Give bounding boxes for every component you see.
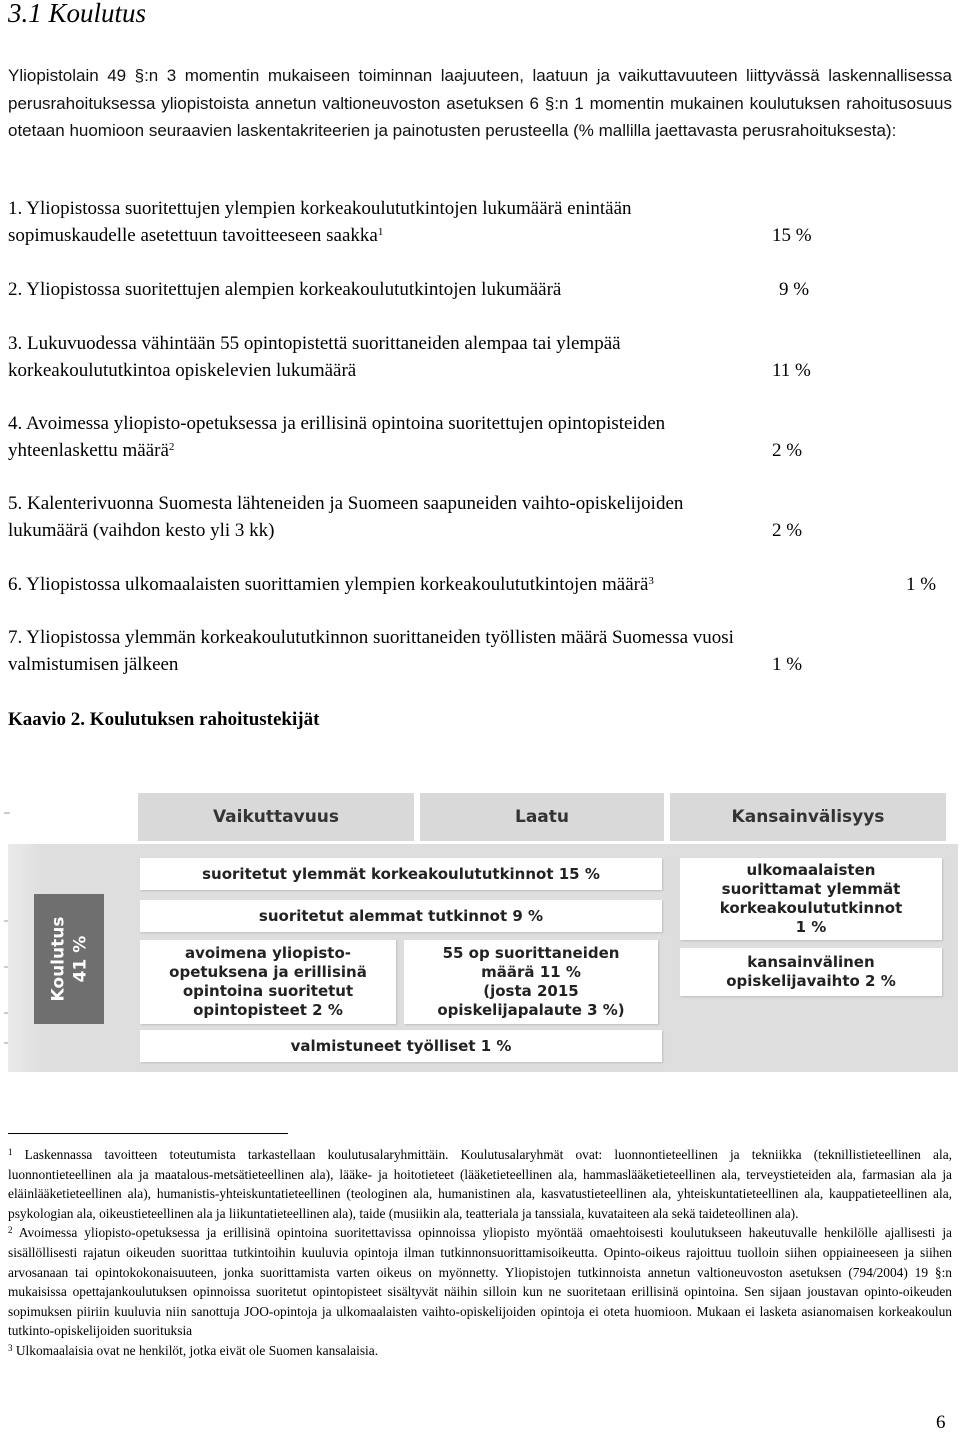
box-avoin-opetus: avoimena yliopisto- opetuksena ja erillisinä opintoina suoritetut opintopisteet 2 % xyxy=(140,940,396,1024)
criterion-2-weight: 9 % xyxy=(779,279,810,300)
figure-caption: Kaavio 2. Koulutuksen rahoitustekijät xyxy=(8,709,320,730)
section-heading: 3.1 Koulutus xyxy=(8,0,147,28)
koulutus-label-box xyxy=(34,894,104,1024)
criterion-4-line2: yhteenlaskettu määrä xyxy=(8,440,169,461)
criterion-6-weight: 1 % xyxy=(906,574,937,595)
criterion-1 xyxy=(8,195,812,249)
funding-factors-diagram xyxy=(0,780,960,1080)
box-valmistuneet-tyolliset: valmistuneet työlliset 1 % xyxy=(140,1030,662,1062)
box-ulkomaalaisten-tutkinnot: ulkomaalaisten suorittamat ylemmät korkeakoulututkinnot 1 % xyxy=(680,858,942,940)
criterion-2 xyxy=(8,276,810,303)
criterion-6 xyxy=(8,571,937,598)
criterion-1-line2: sopimuskaudelle asetettuun tavoitteeseen saakka xyxy=(8,225,378,246)
box-opiskelijavaihto: kansainvälinen opiskelijavaihto 2 % xyxy=(680,948,942,996)
header-kansainvalisyys: Kansainvälisyys xyxy=(670,793,946,841)
header-vaikuttavuus: Vaikuttavuus xyxy=(138,793,414,841)
criterion-4-weight: 2 % xyxy=(772,440,803,461)
footnote-ref-1[interactable]: 1 xyxy=(377,226,384,238)
criterion-7-line1: 7. Yliopistossa ylemmän korkeakoulututkinnon suorittaneiden työllisten määrä Suomessa vuosi xyxy=(8,627,734,648)
criterion-5-line2: lukumäärä (vaihdon kesto yli 3 kk) xyxy=(8,520,275,541)
footnote-ref-2[interactable]: 2 xyxy=(168,441,175,453)
footnote-2: $^2$ Avoimessa yliopisto-opetuksessa ja erillisinä opintoina suoritettavissa opinnoissa yliopisto myöntää omaehtoisesti koulutukseen hakeutuvalle henkilölle ajallisesti ja sisällöllisesti rajatun oikeuden suorittaa tutkintoihin kuuluvia opintoja ilman tutkinnonsuorittamisoikeutta. Opinto-oikeus rajoittuu tuolloin siihen oppiaineeseen ja siihen arvosanaan tai opintokokonaisuuteen, jonka suorittamista varten oikeus on myönnetty. Yliopistojen tutkinnoista annetun valtioneuvoston asetuksen (794/2004) 19 §:n mukaisissa opettajankoulutuksen opinnoissa suoritetut opintopisteet sisältyvät näihin silloin kun ne suoritetaan erillisinä opintoina. Sen sijaan joustavan opinto-oikeuden sopimuksen piiriin kuuluvia niin sanottuja JOO-opintoja ja ulkomaalaisten vaihto-opiskelijoiden opintoja ei oteta huomioon. Mukaan ei lasketa asianomaisen korkeakoulun tutkinto-opiskelijoiden suorituksia xyxy=(8,1225,952,1339)
intro-paragraph: Yliopistolain 49 §:n 3 momentin mukaiseen toiminnan laajuuteen, laatuun ja vaikuttavuuteen liittyvässä laskennallisessa perusrahoituksessa yliopistoista annetun valtioneuvoston asetuksen 6 §:n 1 momentin mukainen koulutuksen rahoitusosuus otetaan huomioon seuraavien laskentakriteerien ja painotusten perusteella (% mallilla jaettavasta perusrahoituksesta): xyxy=(8,66,952,140)
footnote-1: $^1$ Laskennassa tavoitteen toteutumista tarkastellaan koulutusalaryhmittäin. Koulutusalaryhmät ovat: luonnontieteellinen ja tekniikka (teknillistieteellinen ala, luonnontieteellinen ala ja maatalous-metsätieteellinen ala), lääke- ja hoitotieteet (lääketieteellinen ala, hammaslääketieteellinen ala, terveystieteiden ala, farmasian ala ja eläinlääketieteellinen ala), humanistis-yhteiskuntatieteellinen (teologinen ala, humanistinen ala, kasvatustieteellinen ala, yhteiskuntatieteellinen ala, kauppatieteellinen ala, psykologian ala, oikeustieteellinen ala ja liikuntatieteellinen ala), taide (musiikin ala, teatteriala ja tanssiala, kuvataiteen ala sekä taideteollinen ala). xyxy=(8,1147,952,1221)
criterion-6-line1: 6. Yliopistossa ulkomaalaisten suorittamien ylempien korkeakoulututkintojen määrä xyxy=(8,574,649,595)
criterion-1-weight: 15 % xyxy=(772,225,812,246)
criterion-5-line1: 5. Kalenterivuonna Suomesta lähteneiden ja Suomeen saapuneiden vaihto-opiskelijoiden xyxy=(8,493,684,514)
criterion-5-weight: 2 % xyxy=(772,520,803,541)
criterion-7-line2: valmistumisen jälkeen xyxy=(8,654,179,675)
koulutus-percentage: 41 % xyxy=(70,935,90,983)
footnotes xyxy=(8,1145,952,1361)
header-laatu: Laatu xyxy=(420,793,664,841)
koulutus-label: Koulutus xyxy=(48,916,68,1002)
criterion-1-line1: 1. Yliopistossa suoritettujen ylempien korkeakoulututkintojen lukumäärä enintään xyxy=(8,198,632,219)
criterion-2-line1: 2. Yliopistossa suoritettujen alempien korkeakoulututkintojen lukumäärä xyxy=(8,279,562,300)
page-number: 6 xyxy=(936,1412,946,1433)
footnote-separator xyxy=(8,1133,288,1134)
criterion-3-line1: 3. Lukuvuodessa vähintään 55 opintopistettä suorittaneiden alempaa tai ylempää xyxy=(8,333,621,354)
criterion-3-line2: korkeakoulututkintoa opiskelevien lukumäärä xyxy=(8,360,357,381)
footnote-3: $^3$ Ulkomaalaisia ovat ne henkilöt, jotka eivät ole Suomen kansalaisia. xyxy=(8,1342,379,1358)
box-ylemmat-tutkinnot: suoritetut ylemmät korkeakoulututkinnot 15 % xyxy=(140,858,662,890)
box-alemmat-tutkinnot: suoritetut alemmat tutkinnot 9 % xyxy=(140,900,662,932)
criterion-5 xyxy=(8,490,803,544)
criterion-7-weight: 1 % xyxy=(772,654,803,675)
box-55-op: 55 op suorittaneiden määrä 11 % (josta 2015 opiskelijapalaute 3 %) xyxy=(404,940,658,1024)
footnote-ref-3[interactable]: 3 xyxy=(648,575,654,587)
criterion-4 xyxy=(8,410,803,464)
criterion-4-line1: 4. Avoimessa yliopisto-opetuksessa ja erillisinä opintoina suoritettujen opintopisteiden xyxy=(8,413,666,434)
criterion-7 xyxy=(8,624,803,678)
criterion-3 xyxy=(8,330,811,384)
criterion-3-weight: 11 % xyxy=(772,360,811,381)
